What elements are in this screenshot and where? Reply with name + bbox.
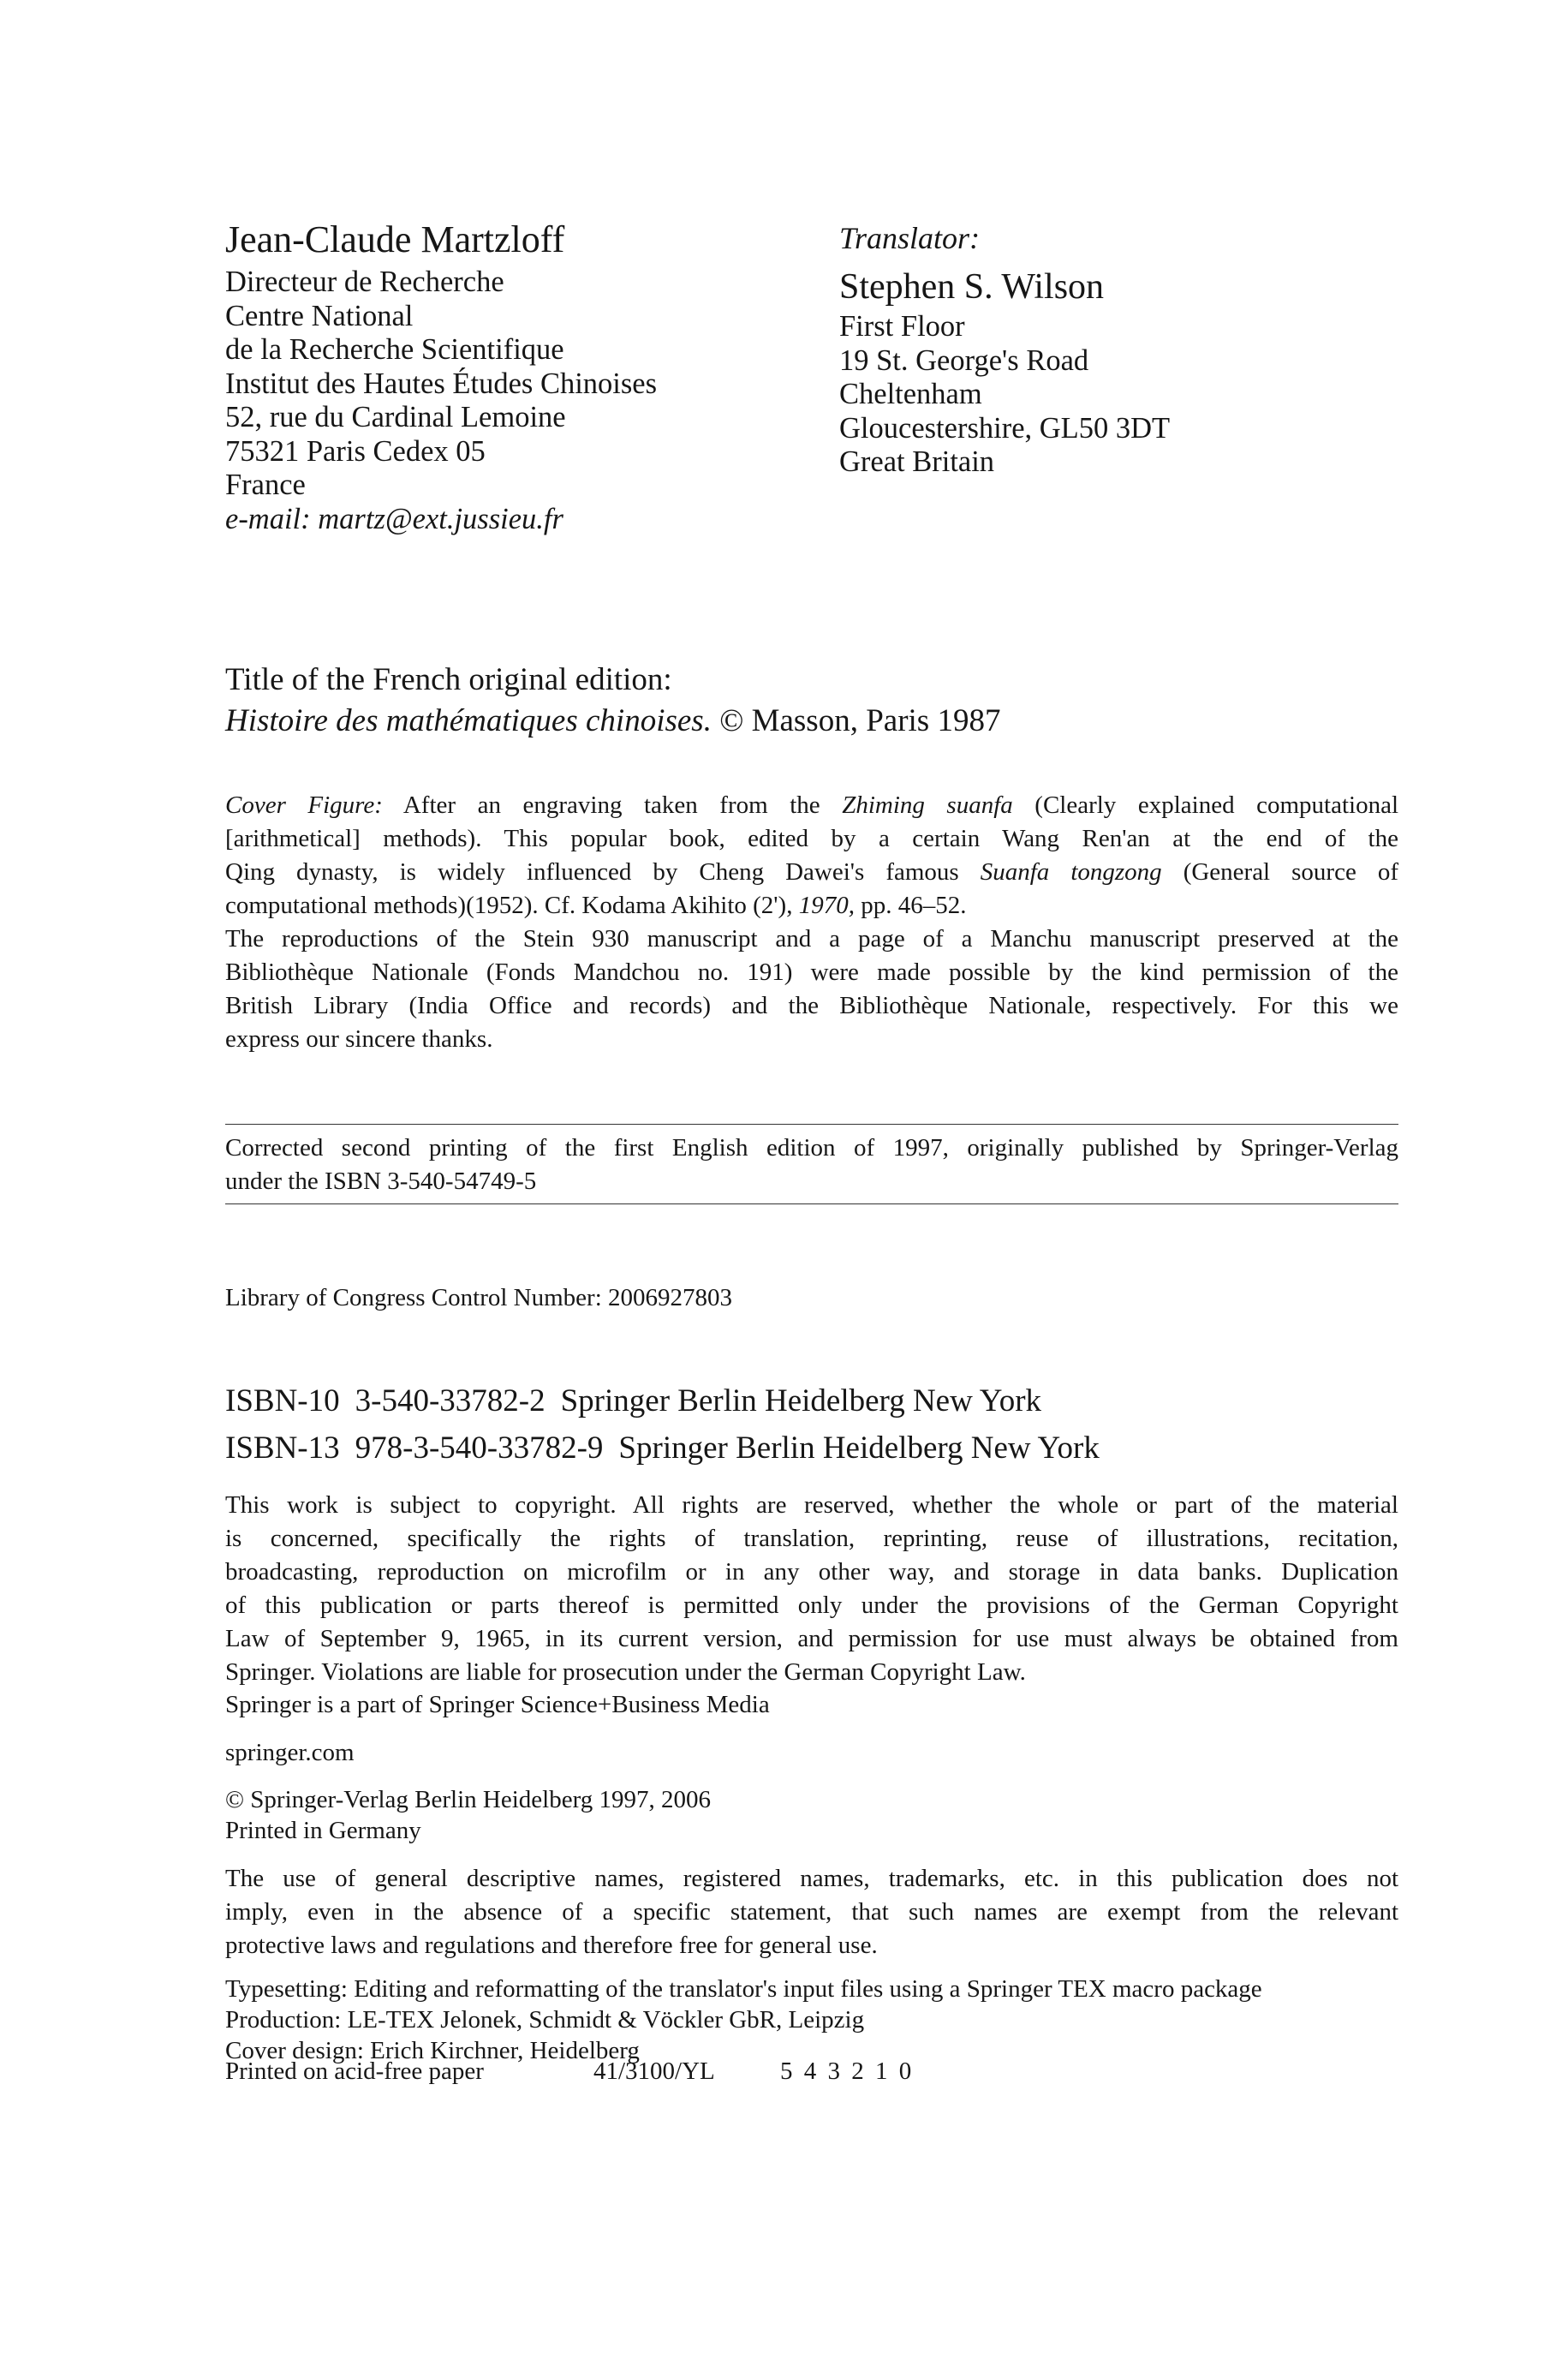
springer-website-link[interactable]: springer.com [225, 1739, 355, 1766]
isbn-label: ISBN-10 [225, 1383, 340, 1418]
paragraph-line: This work is subject to copyright. All rights are reserved, whether the whole or part of the material [225, 1491, 1398, 1519]
paragraph-line: [arithmetical] methods). This popular book, edited by a certain Wang Ren'an at the end of the [225, 825, 1398, 852]
text-run: computational methods)(1952). Cf. Kodama Akihito (2'), [225, 892, 793, 919]
paragraph-line: is concerned, specifically the rights of translation, reprinting, reuse of illustrations, recitation, [225, 1525, 1398, 1552]
french-original-heading: Title of the French original edition: [225, 662, 672, 697]
paragraph-line: express our sincere thanks. [225, 1025, 493, 1053]
isbn-block [225, 1377, 1100, 1472]
paragraph-line: under the ISBN 3-540-54749-5 [225, 1168, 537, 1195]
text-run: Qing dynasty, is widely influenced by Cheng Dawei's famous [225, 858, 959, 886]
author-email[interactable]: martz@ext.jussieu.fr [318, 502, 563, 535]
text-run: After an engraving taken from the [402, 791, 820, 819]
corrected-printing-text [225, 1125, 1398, 1203]
printing-info [225, 2054, 915, 2088]
use-of-names-paragraph [225, 1862, 1398, 1962]
text-run: (Clearly explained computational [1034, 791, 1399, 819]
paragraph-line: protective laws and regulations and therefore free for general use. [225, 1932, 878, 1959]
production-line: Production: LE-TEX Jelonek, Schmidt & Vöckler GbR, Leipzig [225, 2006, 865, 2034]
isbn-10-row [225, 1377, 1100, 1424]
isbn-label: ISBN-13 [225, 1430, 340, 1466]
french-original-title: Histoire des mathématiques chinoises. [225, 703, 712, 738]
text-run: (General source of [1183, 858, 1399, 886]
author-email-line [225, 503, 657, 537]
copyright-line: © Springer-Verlag Berlin Heidelberg 1997, 2006 [225, 1786, 711, 1813]
year: 1970, [798, 892, 855, 919]
copyright-notice [225, 1489, 1398, 1689]
reproductions-paragraph [225, 923, 1398, 1056]
isbn-13-row [225, 1424, 1100, 1472]
isbn-number: 978-3-540-33782-9 [355, 1430, 604, 1466]
paragraph-line: Corrected second printing of the first English edition of 1997, originally published by Springer-Verlag [225, 1134, 1398, 1162]
printed-in-line: Printed in Germany [225, 1817, 421, 1844]
printing-digits: 5 4 3 2 1 0 [780, 2057, 915, 2085]
library-of-congress-number: Library of Congress Control Number: 2006927803 [225, 1284, 733, 1311]
paragraph-line: British Library (India Office and records) and the Bibliothèque Nationale, respectively. For this we [225, 992, 1398, 1019]
translator-name: Stephen S. Wilson [839, 267, 1105, 307]
paragraph-line [225, 889, 1398, 923]
paragraph-line: The use of general descriptive names, registered names, trademarks, etc. in this publication does not [225, 1865, 1398, 1892]
springer-part-of: Springer is a part of Springer Science+Business Media [225, 1691, 770, 1718]
book-title: Zhiming suanfa [842, 791, 1013, 819]
typesetting-line: Typesetting: Editing and reformatting of the translator's input files using a Springer TEX macro package [225, 1975, 1262, 2003]
paragraph-line: of this publication or parts thereof is permitted only under the provisions of the German Copyright [225, 1592, 1398, 1619]
paper-note: Printed on acid-free paper [225, 2057, 484, 2085]
author-address-line: de la Recherche Scientifique [225, 333, 564, 366]
author-name: Jean-Claude Martzloff [225, 218, 565, 260]
book-title: Suanfa tongzong [980, 858, 1162, 886]
author-address-line: Institut des Hautes Études Chinoises [225, 367, 658, 400]
isbn-publisher: Springer Berlin Heidelberg New York [618, 1430, 1100, 1466]
author-address-line: Directeur de Recherche [225, 266, 504, 298]
french-original-title-line [225, 701, 1000, 742]
translator-address-line: 19 St. George's Road [839, 343, 1089, 377]
author-address-line: 75321 Paris Cedex 05 [225, 434, 486, 468]
translator-address-line: Cheltenham [839, 378, 982, 410]
print-code: 41/3100/YL [593, 2057, 715, 2085]
paragraph-line [225, 789, 1398, 822]
isbn-publisher: Springer Berlin Heidelberg New York [560, 1383, 1042, 1418]
paragraph-line: Law of September 9, 1965, in its current version, and permission for use must always be obtained from [225, 1625, 1398, 1652]
springer-verlag-copyright [225, 1784, 711, 1846]
paragraph-line: Springer. Violations are liable for prosecution under the German Copyright Law. [225, 1658, 1026, 1686]
bottom-rule [225, 1203, 1398, 1204]
production-credits [225, 1974, 1262, 2066]
author-address-line: 52, rue du Cardinal Lemoine [225, 401, 566, 433]
french-original-publisher: © Masson, Paris 1987 [711, 703, 1001, 738]
isbn-number: 3-540-33782-2 [355, 1383, 546, 1418]
email-label: e-mail: [225, 502, 311, 535]
paragraph-line: imply, even in the absence of a specific statement, that such names are exempt from the relevant [225, 1898, 1398, 1926]
text-run: pp. 46–52. [861, 892, 967, 919]
author-address-line: Centre National [225, 299, 414, 332]
translator-address-line: Gloucestershire, GL50 3DT [839, 411, 1171, 445]
cover-design-line: Cover design: Erich Kirchner, Heidelberg [225, 2037, 640, 2064]
author-block [225, 214, 657, 536]
paragraph-line: The reproductions of the Stein 930 manuscript and a page of a Manchu manuscript preserved at the [225, 925, 1398, 953]
author-address [225, 266, 657, 536]
translator-block [839, 214, 1170, 480]
cover-figure-paragraph [225, 789, 1398, 923]
translator-address-line: Great Britain [839, 445, 995, 478]
translator-address [839, 310, 1170, 480]
author-address-line: France [225, 469, 306, 501]
translator-address-line: First Floor [839, 310, 965, 343]
paragraph-line [225, 856, 1398, 889]
corrected-printing-box [225, 1124, 1398, 1204]
french-original-edition [225, 660, 1000, 742]
paragraph-line: broadcasting, reproduction on microfilm or in any other way, and storage in data banks. Duplication [225, 1558, 1398, 1586]
translator-label: Translator: [839, 221, 981, 255]
paragraph-line: Bibliothèque Nationale (Fonds Mandchou no. 191) were made possible by the kind permission of the [225, 959, 1398, 986]
cover-figure-label: Cover Figure: [225, 791, 383, 819]
